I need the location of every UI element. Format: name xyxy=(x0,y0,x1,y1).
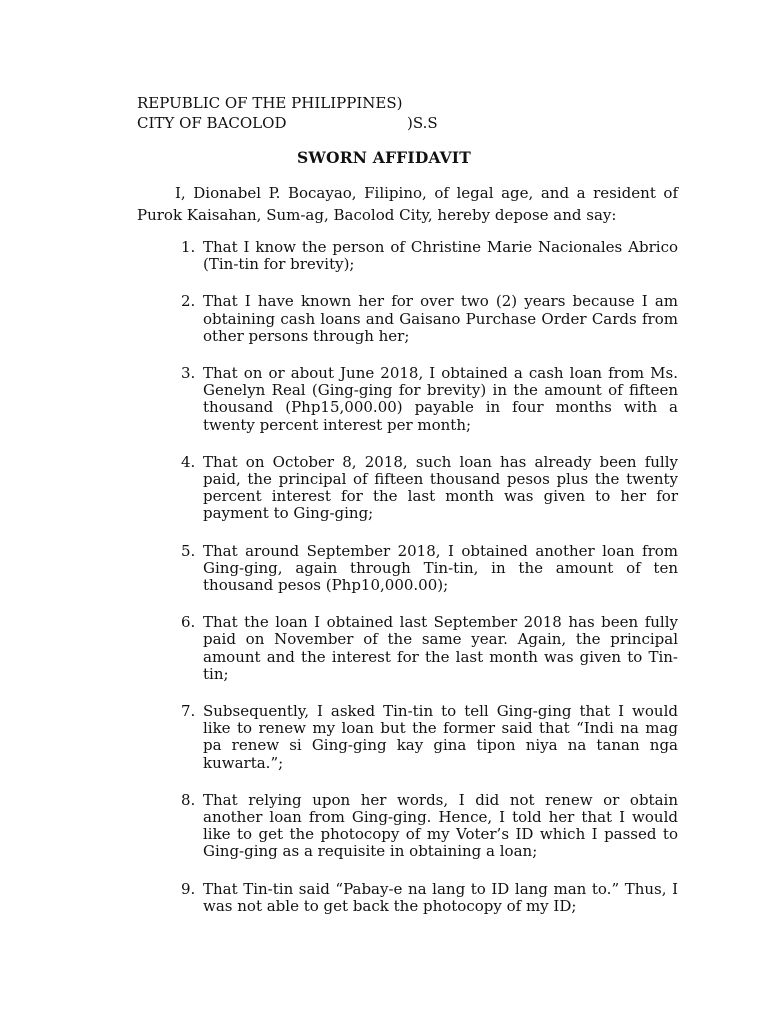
statement-text: That on October 8, 2018, such loan has already been fully paid, the principal of fifteen thousand pesos plus the twenty percent interest for the last month was given to her for payment to Ging-ging; xyxy=(203,452,678,523)
statement-number: 8. xyxy=(181,790,196,809)
intro-paragraph: I, Dionabel P. Bocayao, Filipino, of legal age, and a resident of Purok Kaisahan, Sum-ag, Bacolod City, hereby depose and say: xyxy=(137,184,678,224)
statement-text: That I know the person of Christine Marie Nacionales Abrico (Tin-tin for brevity); xyxy=(203,238,678,274)
statement-number: 2. xyxy=(181,292,196,311)
statement-text: That the loan I obtained last September 2018 has been fully paid on November of the same year. Again, the principal amount and the interest for the last month was given to Tin-tin; xyxy=(203,613,678,683)
statement-item xyxy=(137,614,678,683)
statement-item xyxy=(137,703,678,772)
statement-item xyxy=(137,454,678,523)
statement-number: 7. xyxy=(181,702,196,721)
statement-item xyxy=(137,365,678,434)
statement-number: 5. xyxy=(181,541,196,560)
caption-line-republic xyxy=(137,93,438,113)
caption-city: CITY OF BACOLOD xyxy=(137,114,287,132)
statement-item xyxy=(137,543,678,595)
caption-ss: )S.S xyxy=(407,114,438,132)
statement-text: That Tin-tin said “Pabay-e na lang to ID lang man to.” Thus, I was not able to get back the photocopy of my ID; xyxy=(203,879,678,915)
venue-caption xyxy=(137,93,438,133)
statement-text: Subsequently, I asked Tin-tin to tell Ging-ging that I would like to renew my loan but the former said that “Indi na mag pa renew si Ging-ging kay gina tipon niya na tanan nga kuwarta.”; xyxy=(203,702,678,772)
statement-item xyxy=(137,881,678,915)
statement-item xyxy=(137,792,678,861)
statement-item xyxy=(137,239,678,273)
statement-number: 9. xyxy=(181,879,196,898)
caption-republic: REPUBLIC OF THE PHILIPPINES) xyxy=(137,94,403,112)
statement-number: 1. xyxy=(181,238,196,256)
statement-number: 6. xyxy=(181,613,196,632)
caption-line-city xyxy=(137,113,438,133)
statement-text: That on or about June 2018, I obtained a cash loan from Ms. Genelyn Real (Ging-ging for brevity) in the amount of fifteen thousand (Php15,000.00) payable in four months with a twenty percent interest per month; xyxy=(203,364,678,434)
statement-number: 3. xyxy=(181,364,196,383)
affidavit-statements xyxy=(137,239,678,935)
document-title: SWORN AFFIDAVIT xyxy=(297,148,471,167)
statement-number: 4. xyxy=(181,452,196,471)
statement-text: That around September 2018, I obtained another loan from Ging-ging, again through Tin-tin, in the amount of ten thousand pesos (Php10,000.00); xyxy=(203,541,678,595)
statement-text: That relying upon her words, I did not renew or obtain another loan from Ging-ging. Hence, I told her that I would like to get the photocopy of my Voter’s ID which I passed to Ging-ging as a requisite in obtaining a loan; xyxy=(203,790,678,861)
statement-item xyxy=(137,293,678,345)
statement-text: That I have known her for over two (2) years because I am obtaining cash loans and Gaisano Purchase Order Cards from other persons through her; xyxy=(203,292,678,345)
